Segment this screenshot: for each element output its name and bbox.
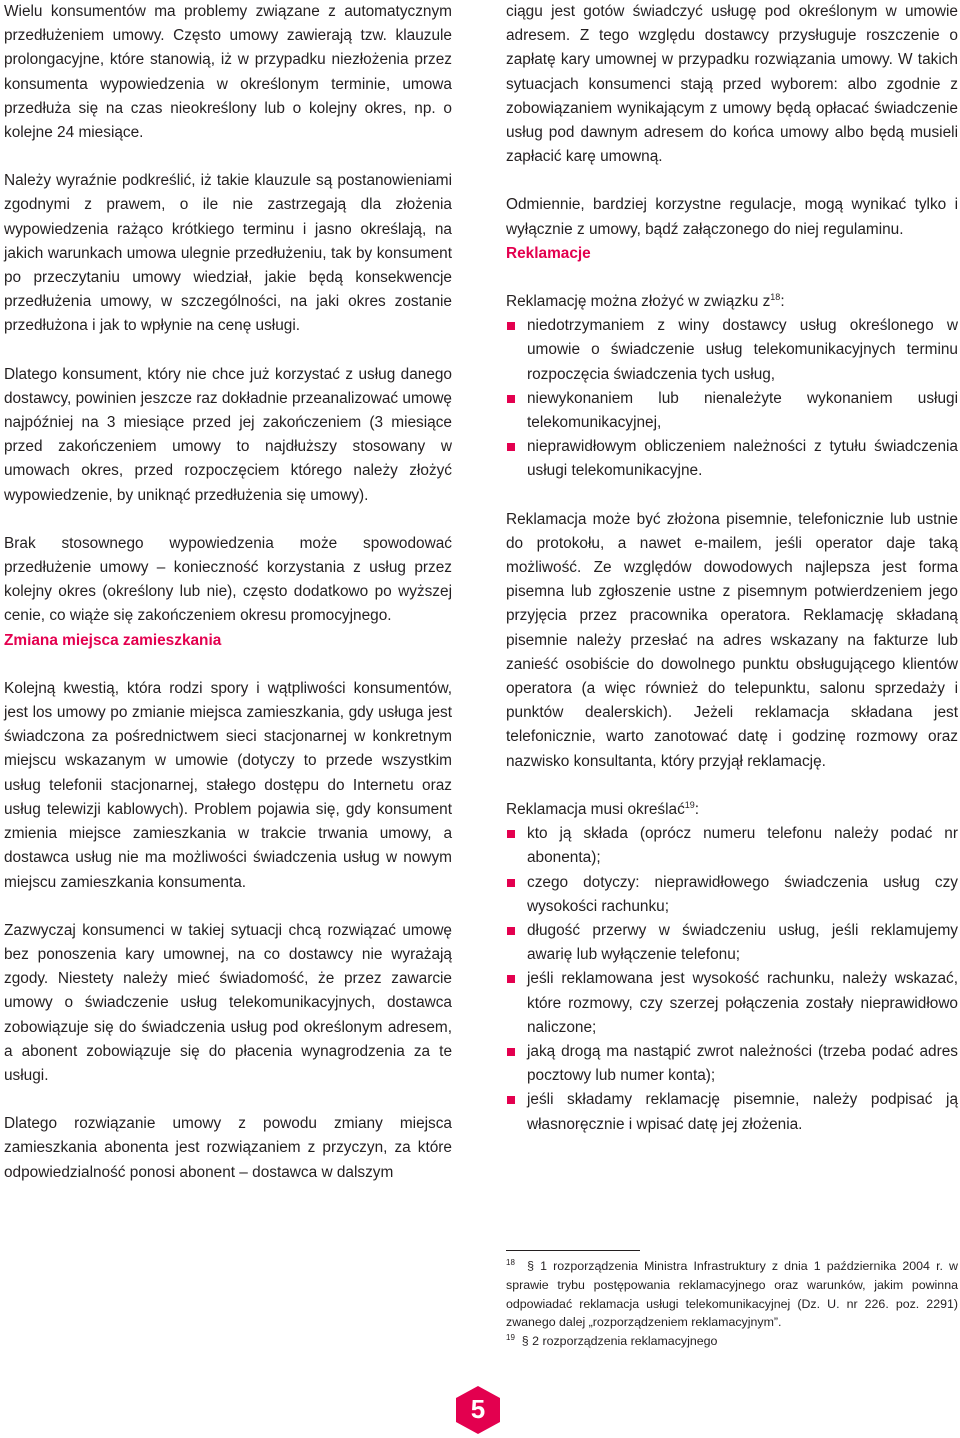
paragraph-auto-renewal: Wielu konsumentów ma problemy związane z automatycznym przedłużeniem umowy. Często umowy zawierają tzw. klauzule prolongacyjne, które stanowią, iż w przypadku niezłożenia przez konsumenta wypowiedzenia w określonym terminie, umowa przedłuża się na czas nieokreślony lub o kolejny okres, np. o kolejne 24 miesiące. — [4, 3, 452, 142]
list-item: niewykonaniem lub nienależyte wykonaniem usługi telekomunikacyjnej, — [506, 387, 958, 435]
list-item: niedotrzymaniem z winy dostawcy usług określonego w umowie o świadczenie usług telekomunikacyjnych terminu rozpoczęcia świadczenia tych usług, — [506, 314, 958, 387]
complaint-contents-intro: Reklamacja musi określać$^{19}$: — [506, 799, 700, 818]
complaints-intro: Reklamację można złożyć w związku $z^{18}$: — [506, 291, 785, 311]
list-item: jeśli składamy reklamację pisemnie, należy podpisać ją własnoręcznie i wpisać datę jej złożenia. — [506, 1088, 958, 1136]
paragraph-continued: ciągu jest gotów świadczyć usługę pod określonym w umowie adresem. Z tego względu dostawcy przysługuje roszczenie o zapłatę kary umownej w przypadku rozwiązania umowy. W takich sytuacjach konsumenci stają przed wyborem: albo zgodnie z zobowiązaniem wynikającym z umowy będą opłacać świadczenie usług pod dawnym adresem do końca umowy albo będą musieli zapłacić karę umowną. — [506, 3, 958, 166]
page-number: 5 — [470, 1394, 486, 1424]
right-column — [506, 0, 958, 1137]
paragraph-complaint-forms: Reklamacja może być złożona pisemnie, telefonicznie lub ustnie do protokołu, a nawet e-mailem, jeśli operator daje taką możliwość. Ze względów dowodowych najlepsza jest forma pisemna lub zgłoszenie ustne z pisemnym potwierdzeniem jego przyjęcia przez pracownika operatora. Reklamację składaną pisemnie należy przesłać na adres wskazany na fakturze lub zanieść osobiście do dowolnego punktu obsługującego klientów operatora (a więc również do telepunktu, salonu sprzedaży i punktów dealerskich). Jeżeli reklamacja składana jest telefonicznie, warto zanotować datę i godzinę rozmowy oraz nazwisko konsultanta, który przyjął reklamację. — [506, 510, 958, 770]
heading-change-of-residence: Zmiana miejsca zamieszkania — [4, 631, 222, 649]
paragraph-no-termination: Brak stosownego wypowiedzenia może spowodować przedłużenie umowy – konieczność korzystania z usług przez kolejny okres (określony lub nie), często dodatkowo po wyższej cenie, co wiąże się zakończeniem okresu promocyjnego. — [4, 534, 452, 625]
footnote-ref-18: 18 — [770, 291, 781, 302]
list-item: długość przerwy w świadczeniu usług, jeśli reklamujemy awarię lub wyłączenie telefonu; — [506, 919, 958, 967]
paragraph-alternative-regulations: Odmiennie, bardziej korzystne regulacje, mogą wynikać tylko i wyłącznie z umowy, bądź załączonego do niej regulaminu. — [506, 196, 958, 238]
paragraph-analyze-contract: Dlatego konsument, który nie chce już korzystać z usług danego dostawcy, powinien jeszcze raz dokładnie przeanalizować umowę najpóźniej na 3 miesiące przed jej zakończeniem (3 miesiące przed zakończeniem umowy to najdłuższy stosowany w umowach okres, przed rozpoczęciem którego należy złożyć wypowiedzenie, by uniknąć przedłużenia się umowy). — [4, 365, 452, 504]
footnote-18: $^{18}$ § 1 rozporządzenia Ministra Infrastruktury z dnia 1 października 2004 r. w sprawie trybu postępowania reklamacyjnego oraz warunków, jakim powinna odpowiadać reklamacja usługi telekomunikacyjnej (Dz. U. nr 226. poz. 2291) zwanego dalej „rozporządzeniem reklamacyjnym”. — [506, 1257, 959, 1330]
footnote-19: $^{19}$ § 2 rozporządzenia reklamacyjnego — [506, 1333, 718, 1349]
paragraph-consumer-situation: Zazwyczaj konsumenci w takiej sytuacji chcą rozwiązać umowę bez ponoszenia kary umownej, na co dostawcy nie wyrażają zgody. Niestety należy mieć świadomość, że przez zawarcie umowy o świadczenie usług telekomunikacyjnych, dostawca zobowiązuje się do świadczenia usług pod określonym adresem, a abonent zobowiązuje się do płacenia wynagrodzenia za te usługi. — [4, 921, 452, 1084]
list-item: kto ją składa (oprócz numeru telefonu należy podać nr abonenta); — [506, 822, 958, 870]
left-column — [4, 0, 452, 1185]
list-item: jeśli reklamowana jest wysokość rachunku, należy wskazać, które rozmowy, czy szerzej połączenia zostały nieprawidłowo naliczone; — [506, 967, 958, 1040]
list-item: jaką drogą ma nastąpić zwrot należności (trzeba podać adres pocztowy lub numer konta); — [506, 1040, 958, 1088]
complaint-contents-list — [506, 822, 958, 1137]
paragraph-termination-reason: Dlatego rozwiązanie umowy z powodu zmiany miejsca zamieszkania abonenta jest rozwiązaniem z przyczyn, za które odpowiedzialność ponosi abonent – dostawca w dalszym — [4, 1115, 452, 1181]
list-item: nieprawidłowym obliczeniem należności z tytułu świadczenia usługi telekomunikacyjne. — [506, 435, 958, 483]
paragraph-residence-issue: Kolejną kwestią, która rodzi spory i wątpliwości konsumentów, jest los umowy po zmianie miejsca zamieszkania, gdy usługa jest świadczona za pośrednictwem sieci stacjonarnej w konkretnym miejscu wskazanym w umowie (dotyczy to przede wszystkim usług telefonii stacjonarnej, stałego dostępu do Internetu oraz usług telewizji kablowych). Problem pojawia się, gdy konsument zmienia miejsce zamieszkania w trakcie trwania umowy, a dostawca usług nie ma możliwości świadczenia usług w nowym miejscu zamieszkania konsumenta. — [4, 679, 452, 891]
footnote-ref-19: 19 — [684, 799, 695, 810]
list-item: czego dotyczy: nieprawidłowego świadczenia usług czy wysokości rachunku; — [506, 871, 958, 919]
paragraph-clauses: Należy wyraźnie podkreślić, iż takie klauzule są postanowieniami zgodnymi z prawem, o ile nie zastrzegają dla złożenia wypowiedzenia rażąco krótkiego terminu i jasno określają, na jakich warunkach umowa ulegnie przedłużeniu, tak by konsument po przeczytaniu umowy wiedział, jakie będą konsekwencje przedłużenia umowy, w szczególności, na jaki okres zostanie przedłużona i jak to wpłynie na cenę usługi. — [4, 172, 452, 335]
footnote-divider — [506, 1250, 640, 1251]
footnotes — [506, 1250, 958, 1351]
page-number-badge — [456, 1386, 500, 1434]
heading-complaints: Reklamacje — [506, 244, 591, 262]
complaint-reasons-list — [506, 314, 958, 483]
